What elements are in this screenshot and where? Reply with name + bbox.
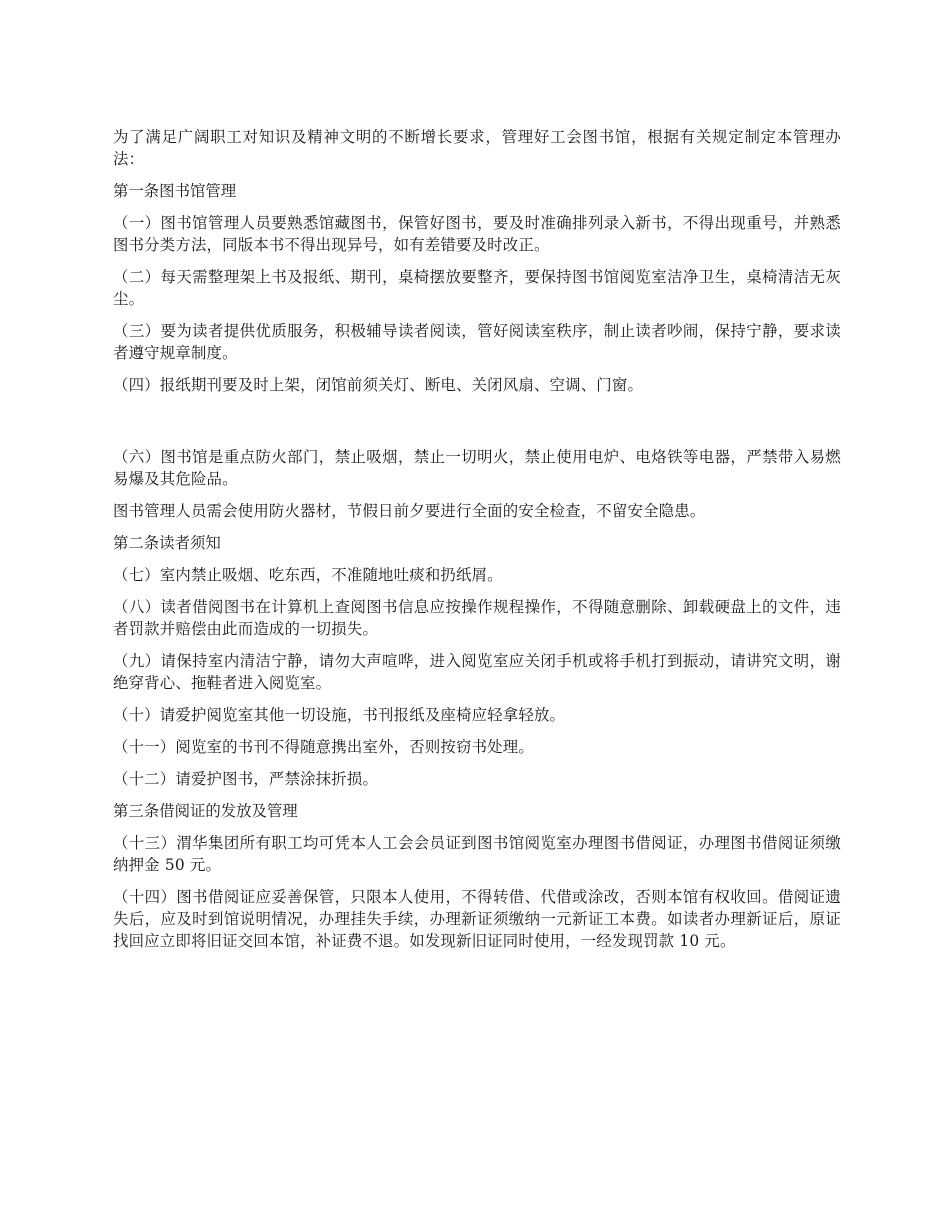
item-11: （十一）阅览室的书刊不得随意携出室外，否则按窃书处理。 (113, 738, 534, 756)
item-2: （二）每天需整理架上书及报纸、期刊，桌椅摆放要整齐，要保持图书馆阅览室洁净卫生，桌椅清洁无灰尘。 (113, 268, 841, 308)
document-body (113, 126, 841, 962)
item-6: （六）图书馆是重点防火部门，禁止吸烟，禁止一切明火，禁止使用电炉、电烙铁等电器，严禁带入易燃易爆及其危险品。 (113, 448, 841, 488)
section-1-title: 第一条图书馆管理 (113, 182, 237, 200)
item-10: （十）请爱护阅览室其他一切设施，书刊报纸及座椅应轻拿轻放。 (113, 706, 566, 724)
blank-gap (113, 406, 841, 446)
item-4: （四）报纸期刊要及时上架，闭馆前须关灯、断电、关闭风扇、空调、门窗。 (113, 376, 644, 394)
item-8: （八）读者借阅图书在计算机上查阅图书信息应按操作规程操作，不得随意删除、卸载硬盘上的文件，违者罚款并赔偿由此而造成的一切损失。 (113, 598, 841, 638)
section-2-title: 第二条读者须知 (113, 534, 221, 552)
item-9: （九）请保持室内清洁宁静，请勿大声喧哗，进入阅览室应关闭手机或将手机打到振动，请讲究文明，谢绝穿背心、拖鞋者进入阅览室。 (113, 652, 841, 692)
section-3-title: 第三条借阅证的发放及管理 (113, 802, 298, 820)
fire-safety-paragraph: 图书管理人员需会使用防火器材，节假日前夕要进行全面的安全检查，不留安全隐患。 (113, 502, 706, 520)
item-12: （十二）请爱护图书，严禁涂抹折损。 (113, 770, 379, 788)
item-1: （一）图书馆管理人员要熟悉馆藏图书，保管好图书，要及时准确排列录入新书，不得出现重号，并熟悉图书分类方法，同版本书不得出现异号，如有差错要及时改正。 (113, 214, 841, 254)
item-13: （十三）渭华集团所有职工均可凭本人工会会员证到图书馆阅览室办理图书借阅证，办理图书借阅证须缴纳押金 50 元。 (113, 834, 841, 874)
item-7: （七）室内禁止吸烟、吃东西，不准随地吐痰和扔纸屑。 (113, 566, 503, 584)
item-14: （十四）图书借阅证应妥善保管，只限本人使用，不得转借、代借或涂改，否则本馆有权收回。借阅证遗失后，应及时到馆说明情况，办理挂失手续，办理新证须缴纳一元新证工本费。如读者办理新证后，原证找回应立即将旧证交回本馆，补证费不退。如发现新旧证同时使用，一经发现罚款 10 元。 (113, 888, 841, 950)
intro-paragraph: 为了满足广阔职工对知识及精神文明的不断增长要求，管理好工会图书馆，根据有关规定制定本管理办法： (113, 128, 841, 168)
item-3: （三）要为读者提供优质服务，积极辅导读者阅读，管好阅读室秩序，制止读者吵闹，保持宁静，要求读者遵守规章制度。 (113, 322, 841, 362)
